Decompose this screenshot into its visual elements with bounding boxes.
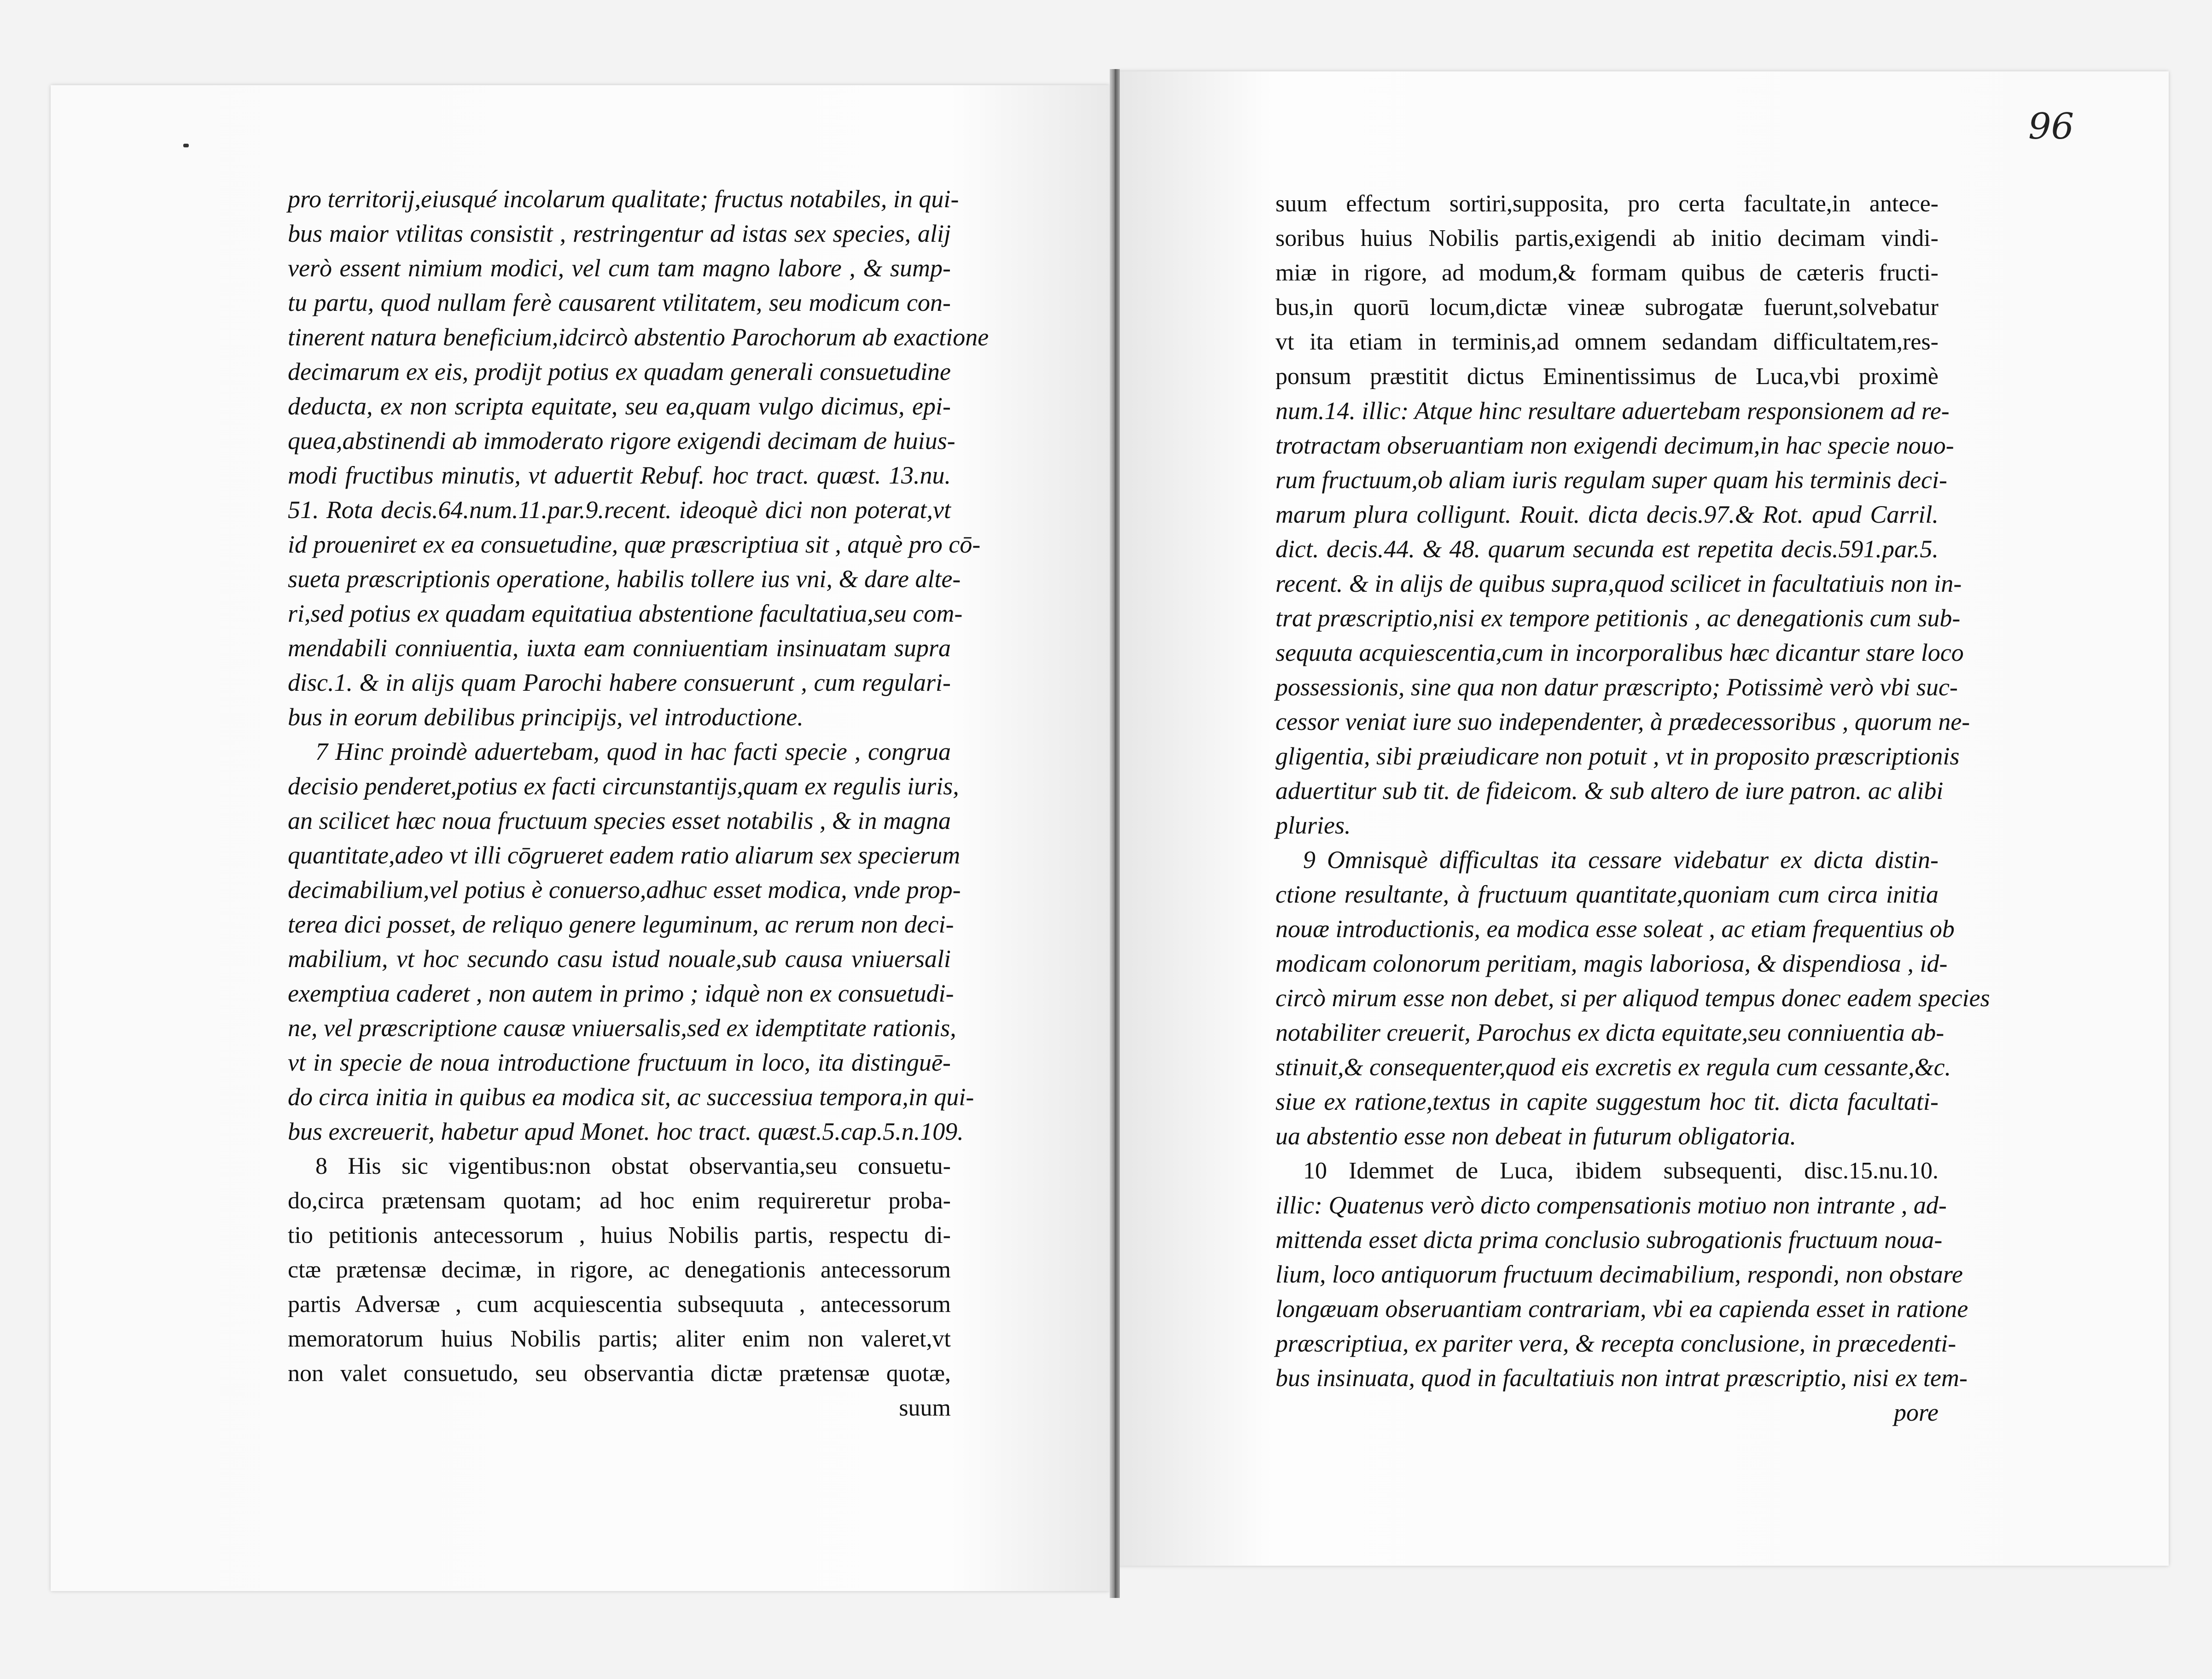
text-line: lium, loco antiquorum fructuum decimabilium, respondi, non obstare: [1275, 1260, 1963, 1288]
text-line: bus insinuata, quod in facultatiuis non intrat præscriptio, nisi ex tem-: [1275, 1364, 1968, 1392]
text-line: do,circa prætensam quotam; ad hoc enim requireretur proba-: [288, 1188, 951, 1214]
text-line: præscriptiua, ex pariter vera, & recepta conclusione, in præcedenti-: [1275, 1329, 1956, 1357]
text-line: trat præscriptio,nisi ex tempore petitionis , ac denegationis cum sub-: [1275, 604, 1961, 632]
text-line: cessor veniat iure suo independenter, à prædecessoribus , quorum ne-: [1275, 708, 1970, 735]
text-line: suum: [899, 1395, 951, 1421]
text-line: longæuam obseruantiam contrariam, vbi ea capienda esset in ratione: [1275, 1295, 1968, 1323]
text-line: 8 His sic vigentibus:non obstat observantia,seu consuetu-: [315, 1153, 951, 1179]
text-line: ponsum præstitit dictus Eminentissimus de Luca,vbi proximè: [1275, 363, 1938, 390]
text-line: quea,abstinendi ab immoderato rigore exigendi decimam de huius-: [288, 427, 955, 455]
text-line: id proueniret ex ea consuetudine, quæ præscriptiua sit , atquè pro cō-: [288, 531, 981, 558]
text-line: bus in eorum debilibus principijs, vel introductione.: [288, 703, 803, 731]
text-line: verò essent nimium modici, vel cum tam magno labore , & sump-: [288, 254, 951, 282]
text-line: decimabilium,vel potius è conuerso,adhuc esset modica, vnde prop-: [288, 876, 961, 904]
ink-mark: [183, 144, 189, 147]
text-line: ne, vel præscriptione causæ vniuersalis,sed ex idemptitate rationis,: [288, 1014, 956, 1042]
text-line: circò mirum esse non debet, si per aliquod tempus donec eadem species: [1275, 984, 1990, 1012]
text-line: deducta, ex non scripta equitate, seu ea,quam vulgo dicimus, epi-: [288, 392, 951, 420]
text-line: vt ita etiam in terminis,ad omnem sedandam difficultatem,res-: [1275, 329, 1938, 355]
text-line: mittenda esset dicta prima conclusio subrogationis fructuum noua-: [1275, 1226, 1943, 1253]
text-line: tinerent natura beneficium,idcircò abstentio Parochorum ab exactione: [288, 323, 989, 351]
text-line: stinuit,& consequenter,quod eis excretis ex regula cum cessante,&c.: [1275, 1053, 1951, 1081]
text-line: suum effectum sortiri,supposita, pro certa facultate,in antece-: [1275, 191, 1938, 217]
text-line: 51. Rota decis.64.num.11.par.9.recent. ideoquè dici non poterat,vt: [288, 496, 951, 524]
text-line: pro territorij,eiusqué incolarum qualitate; fructus notabiles, in qui-: [288, 185, 959, 213]
text-line: memoratorum huius Nobilis partis; aliter enim non valeret,vt: [288, 1326, 951, 1352]
text-line: partis Adversæ , cum acquiescentia subsequuta , antecessorum: [288, 1291, 951, 1318]
text-line: pluries.: [1275, 811, 1351, 839]
text-line: quantitate,adeo vt illi cōgrueret eadem ratio aliarum sex specierum: [288, 841, 960, 869]
text-line: 7 Hinc proindè aduertebam, quod in hac facti specie , congrua: [315, 738, 951, 765]
book-gutter: [1110, 69, 1120, 1598]
text-line: tio petitionis antecessorum , huius Nobilis partis, respectu di-: [288, 1222, 951, 1248]
text-line: ua abstentio esse non debeat in futurum obligatoria.: [1275, 1122, 1796, 1150]
text-line: bus,in quorū locum,dictæ vineæ subrogatæ fuerunt,solvebatur: [1275, 294, 1938, 321]
text-line: soribus huius Nobilis partis,exigendi ab initio decimam vindi-: [1275, 225, 1938, 251]
text-line: rum fructuum,ob aliam iuris regulam super quam his terminis deci-: [1275, 466, 1947, 494]
left-page-text: [288, 182, 989, 1425]
text-line: mendabili conniuentia, iuxta eam conniuentiam insinuatam supra: [288, 634, 951, 662]
text-line: ctæ prætensæ decimæ, in rigore, ac denegationis antecessorum: [288, 1257, 951, 1283]
text-line: do circa initia in quibus ea modica sit, ac successiua tempora,in qui-: [288, 1083, 974, 1111]
text-line: terea dici posset, de reliquo genere leguminum, ac rerum non deci-: [288, 910, 954, 938]
text-line: modicam colonorum peritiam, magis laboriosa, & dispendiosa , id-: [1275, 950, 1948, 977]
text-line: gligentia, sibi præiudicare non potuit , vt in proposito præscriptionis: [1275, 742, 1960, 770]
text-line: vt in specie de noua introductione fructuum in loco, ita distinguē-: [288, 1049, 951, 1076]
text-line: trotractam obseruantiam non exigendi decimum,in hac specie nouo-: [1275, 431, 1954, 459]
text-line: ctione resultante, à fructuum quantitate,quoniam cum circa initia: [1275, 880, 1938, 908]
text-line: mabilium, vt hoc secundo casu istud nouale,sub causa vniuersali: [288, 945, 951, 973]
text-line: nouæ introductionis, ea modica esse soleat , ac etiam frequentius ob: [1275, 915, 1955, 943]
text-line: marum plura colligunt. Rouit. dicta decis.97.& Rot. apud Carril.: [1275, 501, 1938, 528]
text-line: sequuta acquiescentia,cum in incorporalibus hæc dicantur stare loco: [1275, 639, 1964, 666]
text-line: tu partu, quod nullam ferè causarent vtilitatem, seu modicum con-: [288, 289, 951, 316]
text-line: pore: [1894, 1399, 1938, 1426]
text-line: bus excreuerit, habetur apud Monet. hoc tract. quæst.5.cap.5.n.109.: [288, 1118, 964, 1145]
right-page-text: [1275, 187, 1990, 1430]
text-line: exemptiua caderet , non autem in primo ; idquè non ex consuetudi-: [288, 979, 954, 1007]
text-line: notabiliter creuerit, Parochus ex dicta equitate,seu conniuentia ab-: [1275, 1019, 1944, 1046]
page-number: 96: [2028, 106, 2074, 147]
text-line: modi fructibus minutis, vt aduertit Rebuf. hoc tract. quæst. 13.nu.: [288, 461, 951, 489]
text-line: dict. decis.44. & 48. quarum secunda est repetita decis.591.par.5.: [1275, 535, 1938, 563]
text-line: non valet consuetudo, seu observantia dictæ prætensæ quotæ,: [288, 1360, 951, 1387]
text-line: disc.1. & in alijs quam Parochi habere consuerunt , cum regulari-: [288, 669, 951, 696]
text-line: siue ex ratione,textus in capite suggestum hoc tit. dicta facultati-: [1275, 1088, 1938, 1115]
text-line: possessionis, sine qua non datur præscripto; Potissimè verò vbi suc-: [1275, 673, 1958, 701]
text-line: bus maior vtilitas consistit , restringentur ad istas sex species, alij: [288, 220, 951, 247]
text-line: recent. & in alijs de quibus supra,quod scilicet in facultatiuis non in-: [1275, 570, 1962, 597]
text-line: decimarum ex eis, prodijt potius ex quadam generali consuetudine: [288, 358, 951, 385]
text-line: sueta præscriptionis operatione, habilis tollere ius vni, & dare alte-: [288, 565, 961, 593]
text-line: decisio penderet,potius ex facti circunstantijs,quam ex regulis iuris,: [288, 772, 959, 800]
text-line: ri,sed potius ex quadam equitatiua abstentione facultatiua,seu com-: [288, 600, 963, 627]
text-line: 9 Omnisquè difficultas ita cessare videbatur ex dicta distin-: [1303, 846, 1938, 874]
text-line: an scilicet hæc noua fructuum species esset notabilis , & in magna: [288, 807, 951, 834]
text-line: num.14. illic: Atque hinc resultare aduertebam responsionem ad re-: [1275, 397, 1950, 425]
text-line: 10 Idemmet de Luca, ibidem subsequenti, disc.15.nu.10.: [1303, 1158, 1938, 1184]
text-line: aduertitur sub tit. de fideicom. & sub altero de iure patron. ac alibi: [1275, 777, 1944, 805]
text-line: miæ in rigore, ad modum,& formam quibus de cæteris fructi-: [1275, 260, 1938, 286]
text-line: illic: Quatenus verò dicto compensationis motiuo non intrante , ad-: [1275, 1191, 1947, 1219]
